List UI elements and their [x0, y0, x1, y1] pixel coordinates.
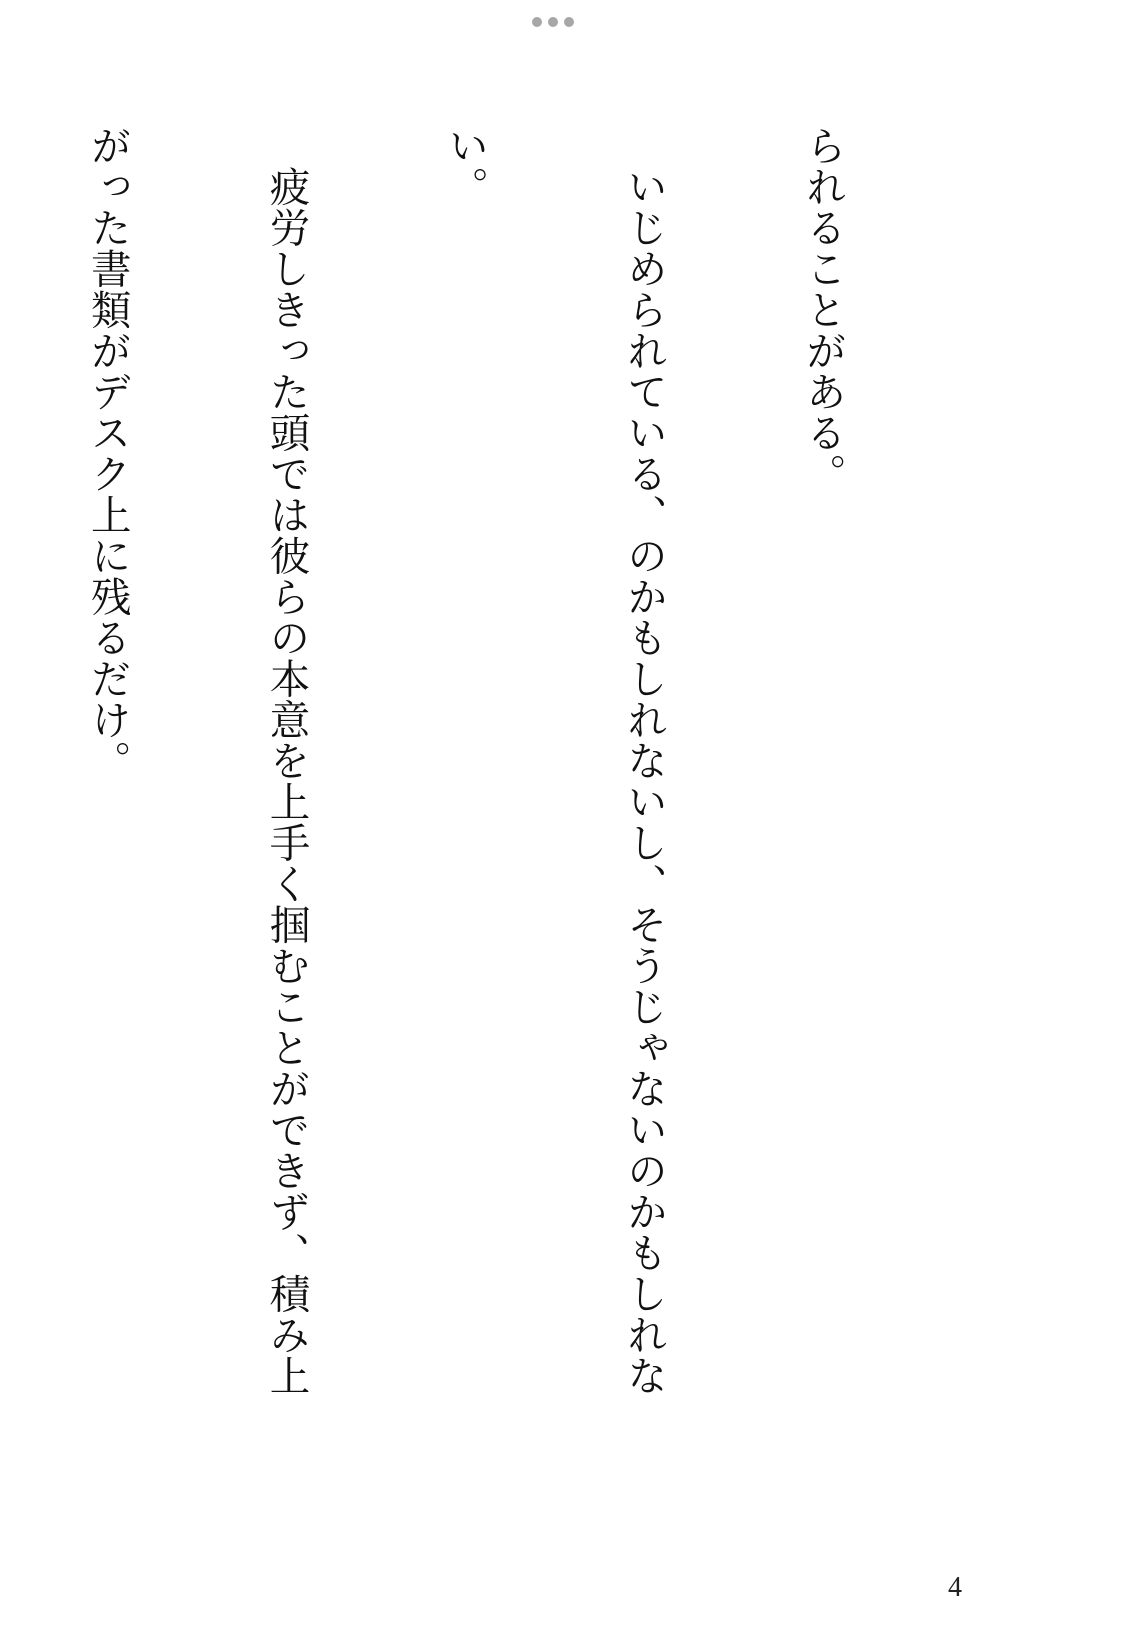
more-options-icon[interactable]: [532, 17, 574, 27]
text-line: 疲労しきった頭では彼らの本意を上手く掴むことができず、積み上: [262, 125, 311, 1396]
menu-dot: [532, 17, 542, 27]
vertical-text-body: [0, 125, 971, 1515]
menu-dot: [548, 17, 558, 27]
text-line: られることがある。: [798, 125, 847, 494]
menu-dot: [564, 17, 574, 27]
page-number: 4: [948, 1572, 962, 1603]
text-line: いじめられている、のかもしれないし、そうじゃないのかもしれな: [620, 125, 669, 1396]
text-line: がった書類がデスク上に残るだけ。: [83, 125, 132, 781]
text-line: い。: [441, 125, 490, 207]
